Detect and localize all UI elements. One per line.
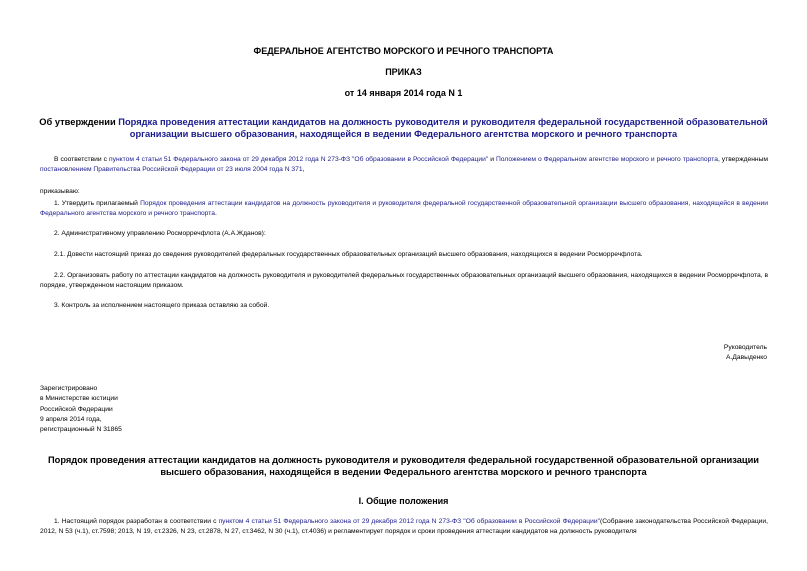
item-1 [40, 199, 768, 219]
preamble-paragraph [40, 155, 768, 175]
procedure-link[interactable]: Порядок проведения аттестации кандидатов на должность руководителя и руководителя федеральной государственной образовательной организации высшего образования, находящейся в ведении Федерального агентства морского и речного транспорта [40, 200, 768, 217]
item-2-2: 2.2. Организовать работу по аттестации кандидатов на должность руководителя и руководителей федеральных государственных образовательных организаций высшего образования, находящихся в ведении Росморречфлота, в порядке, утвержденном настоящим приказом. [40, 272, 768, 289]
registration-line-5: регистрационный N 31865 [40, 426, 122, 434]
item-1-text: 1. Утвердить прилагаемый [54, 200, 141, 207]
order-word: приказываю: [40, 188, 80, 195]
procedure-p1-text-2: (Собрание законодательства Российской Федерации, 2012, N 53 (ч.1), ст.7598; 2013, N 19, ст.2326, N 23, ст.2878, N 27, ст.3462, N 30 (ч.1), ст.4036) и регламентирует порядок и сроки проведения аттестации кандидатов на должность руководителя [40, 518, 768, 535]
registration-line-3: Российской Федерации [40, 405, 113, 413]
agency-heading: ФЕДЕРАЛЬНОЕ АГЕНТСТВО МОРСКОГО И РЕЧНОГО ТРАНСПОРТА [253, 46, 554, 56]
item-1-end: . [214, 210, 217, 217]
agency-regulation-link[interactable]: Положением о Федеральном агентстве морского и речного транспорта [496, 156, 718, 163]
signature-name: А.Давыденко [726, 354, 767, 361]
preamble-text-3: , утвержденным [717, 156, 769, 163]
item-2: 2. Административному управлению Росморречфлота (А.А.Жданов): [54, 230, 266, 237]
procedure-p1-text-1: 1. Настоящий порядок разработан в соответствии с [54, 518, 219, 525]
preamble-text-2: и [488, 156, 496, 163]
order-title-prefix: Об утверждении [39, 117, 119, 127]
law-273-link[interactable]: пунктом 4 статьи 51 Федерального закона от 29 декабря 2012 года N 273-ФЗ "Об образовании в Российской Федерации" [108, 156, 489, 163]
registration-line-2: в Министерстве юстиции [40, 395, 118, 403]
order-title [30, 116, 777, 140]
procedure-law-link[interactable]: пунктом 4 статьи 51 Федерального закона от 29 декабря 2012 года N 273-ФЗ "Об образовании в Российской Федерации" [218, 518, 600, 525]
item-2-1: 2.1. Довести настоящий приказ до сведения руководителей федеральных государственных образовательных организаций высшего образования, находящихся в ведении Росморречфлота. [54, 251, 643, 258]
registration-block [40, 384, 122, 435]
procedure-title: Порядок проведения аттестации кандидатов на должность руководителя и руководителя федеральной государственной образовательной организации высшего образования, находящейся в ведении Федерального агентства морского и речного транспорта [47, 455, 760, 477]
date-number-heading: от 14 января 2014 года N 1 [344, 88, 463, 98]
item-3: 3. Контроль за исполнением настоящего приказа оставляю за собой. [54, 302, 270, 309]
registration-line-1: Зарегистрировано [40, 385, 98, 392]
preamble-text-1: В соответствии с [54, 156, 109, 163]
government-decree-link[interactable]: постановлением Правительства Российской Федерации от 23 июля 2004 года N 371 [40, 166, 303, 173]
registration-line-4: 9 апреля 2014 года, [40, 415, 102, 423]
procedure-paragraph-1 [40, 517, 768, 537]
section-heading: I. Общие положения [358, 496, 449, 506]
preamble-text-4: , [302, 166, 305, 173]
order-title-link[interactable]: Порядка проведения аттестации кандидатов на должность руководителя и руководителя федеральной государственной образовательной организации высшего образования, находящейся в ведении Федерального агентства морского и речного транспорта [118, 117, 768, 139]
doc-type-heading: ПРИКАЗ [385, 67, 422, 77]
signature-position: Руководитель [723, 344, 767, 351]
